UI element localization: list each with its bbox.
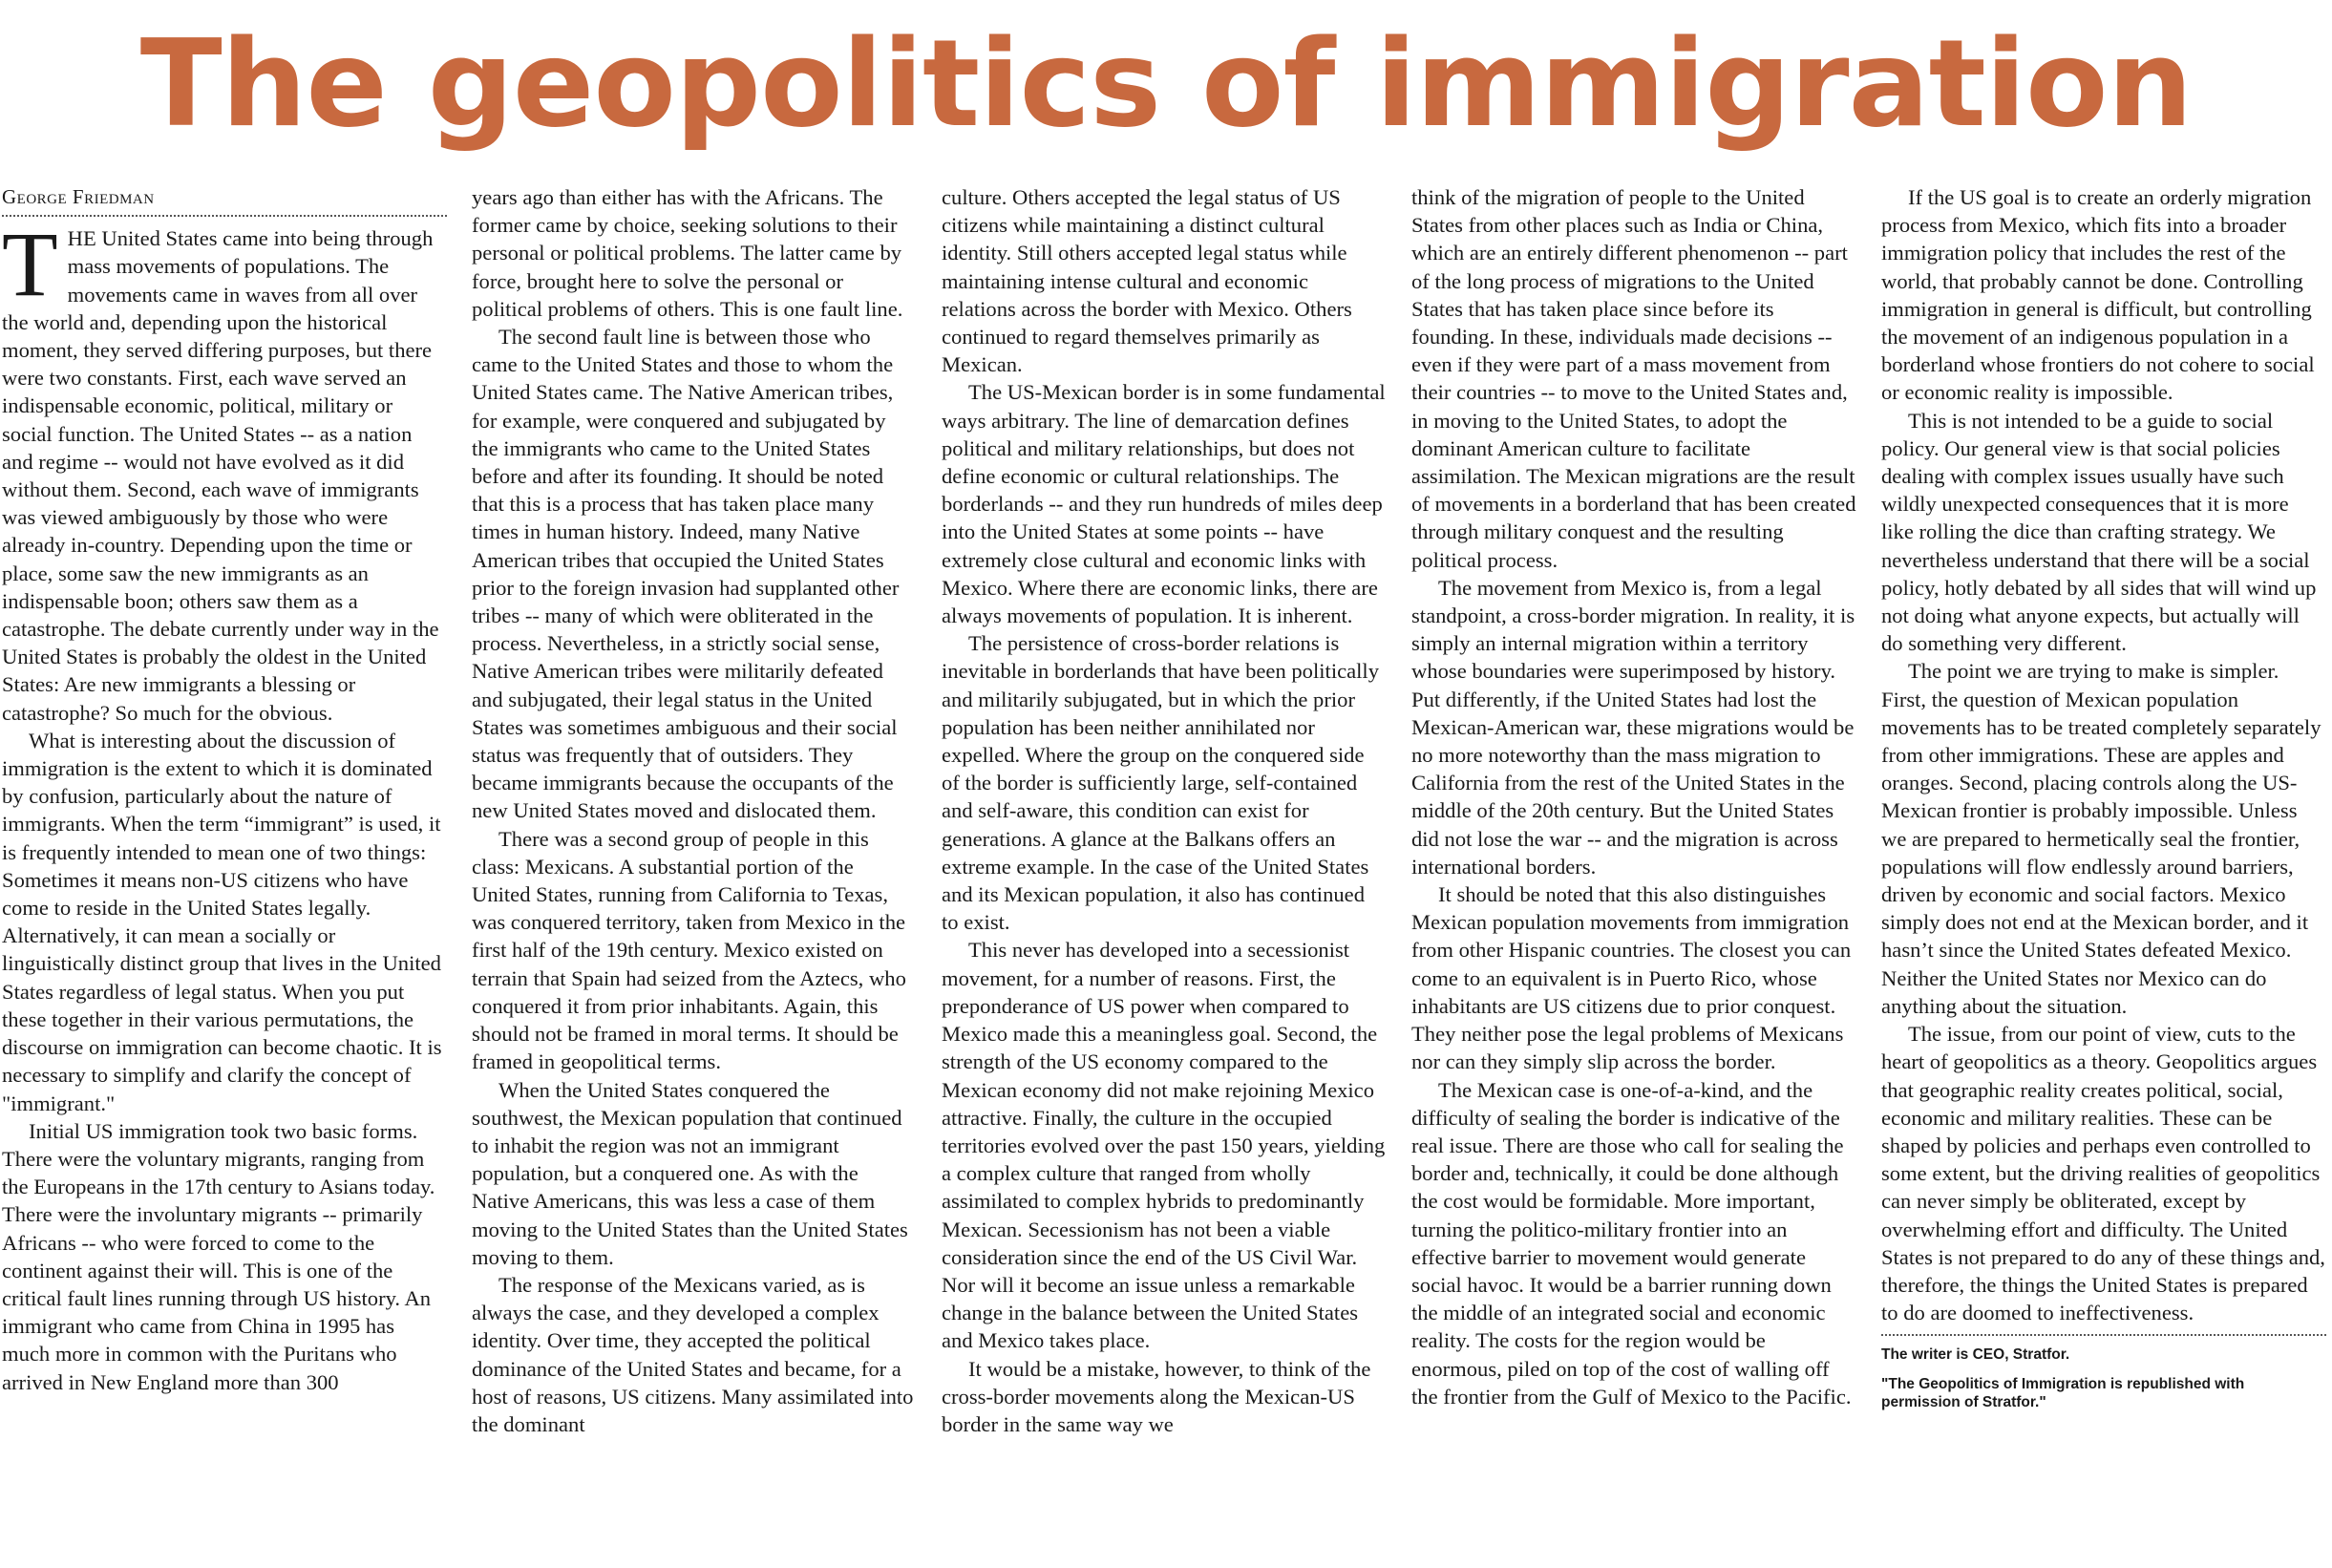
paragraph-text: HE United States came into being through mass movements of populations. The movements came in waves from all over the world and, depending upon the historical moment, they served differing purposes, but there were two constants. First, each wave served an indispensable economic, political, military or social function. The United States -- as a nation and regime -- would not have evolved as it did without them. Second, each wave of immigrants was viewed ambiguously by those who were already in-country. Depending upon the time or place, some saw the new immigrants as an indispensable boon; others saw them as a catastrophe. The debate currently under way in the United States is probably the oldest in the United States: Are new immigrants a blessing or catastrophe? So much for the obvious. (2, 226, 439, 725)
column-3 (942, 183, 1387, 1558)
paragraph: The persistence of cross-border relations is inevitable in borderlands that have been politically and militarily subjugated, but in which the prior population has been neither annihilated nor expelled. Where the group on the conquered side of the border is sufficiently large, self-contained and self-aware, this condition can exist for generations. A glance at the Balkans offers an extreme example. In the case of the United States and its Mexican population, it also has continued to exist. (942, 631, 1379, 935)
paragraph: The movement from Mexico is, from a legal standpoint, a cross-border migration. In reality, it is simply an internal migration within a territory whose boundaries were superimposed by history. Put differently, if the United States had lost the Mexican-American war, these migrations would be no more noteworthy than the mass migration to California from the rest of the United States in the middle of the 20th century. But the United States did not lose the war -- and the migration is across international borders. (1411, 575, 1855, 879)
paragraph: What is interesting about the discussion of immigration is the extent to which it is dominated by confusion, particularly about the nature of immigrants. When the term “immigrant” is used, it is frequently intended to mean one of two things: Sometimes it means non-US citizens who have come to reside in the United States legally. Alternatively, it can mean a socially or linguistically distinct group that lives in the United States regardless of legal status. When you put these together in their various permutations, the discourse on immigration can become chaotic. It is necessary to simplify and clarify the concept of "immigrant." (2, 728, 442, 1115)
paragraph: This is not intended to be a guide to social policy. Our general view is that social policies dealing with complex issues usually have such wildly unexpected consequences that it is more like rolling the dice than crafting strategy. We nevertheless understand that there will be a social policy, hotly debated by all sides that will wind up not doing what anyone expects, but actually will do something very different. (1881, 408, 2317, 656)
headline: The geopolitics of immigration (139, 13, 2193, 154)
column-1 (2, 183, 447, 1558)
paragraph: The issue, from our point of view, cuts to the heart of geopolitics as a theory. Geopolitics argues that geographic reality creates political, social, economic and military realities. These can be shaped by policies and perhaps even controlled to some extent, but the driving realities of geopolitics can never simply be obliterated, except by overwhelming effort and difficulty. The United States is not prepared to do any of these things and, therefore, the things the United States is prepared to do are doomed to ineffectiveness. (1881, 1022, 2325, 1325)
paragraph: This never has developed into a secessionist movement, for a number of reasons. First, the preponderance of US power when compared to Mexico made this a meaningless goal. Second, the strength of the US economy compared to the Mexican economy did not make rejoining Mexico attractive. Finally, the culture in the occupied territories evolved over the past 150 years, yielding a complex culture that ranged from wholly assimilated to complex hybrids to predominantly Mexican. Secessionism has not been a viable consideration since the end of the US Civil War. Nor will it become an issue unless a remarkable change in the balance between the United States and Mexico takes place. (942, 938, 1386, 1353)
writer-note: The writer is CEO, Stratfor. (1881, 1346, 2070, 1364)
paragraph: It would be a mistake, however, to think of the cross-border movements along the Mexican-US border in the same way we (942, 1356, 1371, 1436)
paragraph: The US-Mexican border is in some fundamental ways arbitrary. The line of demarcation defines political and military relationships, but does not define economic or cultural relationships. The borderlands -- and they run hundreds of miles deep into the United States at some points -- have extremely close cultural and economic links with Mexico. Where there are economic links, there are always movements of population. It is inherent. (942, 380, 1386, 628)
column-4 (1411, 183, 1856, 1558)
drop-cap: T (2, 213, 58, 316)
paragraph: The Mexican case is one-of-a-kind, and the difficulty of sealing the border is indicative of the real issue. There are those who call for sealing the border and, technically, it could be done although the cost would be formidable. More important, turning the politico-military frontier into an effective barrier to movement would generate social havoc. It would be a barrier running down the middle of an integrated social and economic reality. The costs for the region would be enormous, piled on top of the cost of walling off the frontier from the Gulf of Mexico to the Pacific. (1411, 1077, 1852, 1409)
paragraph: There was a second group of people in this class: Mexicans. A substantial portion of the United States, running from California to Texas, was conquered territory, taken from Mexico in the first half of the 19th century. Mexico existed on terrain that Spain had seized from the Aztecs, who conquered it from prior inhabitants. Again, this should not be framed in moral terms. It should be framed in geopolitical terms. (472, 826, 906, 1074)
article-footer (1881, 1334, 2326, 1411)
paragraph: Initial US immigration took two basic forms. There were the voluntary migrants, ranging from the Europeans in the 17th century to Asians today. There were the involuntary migrants -- primarily Africans -- who were forced to come to the continent against their will. This is one of the critical fault lines running through US history. An immigrant who came from China in 1995 has much more in common with the Puritans who arrived in New England more than 300 (2, 1118, 435, 1394)
column-2 (472, 183, 917, 1558)
paragraph: The point we are trying to make is simpler. First, the question of Mexican population movements has to be treated completely separately from other immigrations. These are apples and oranges. Second, placing controls along the US-Mexican frontier is probably impossible. Unless we are prepared to hermetically seal the frontier, populations will flow endlessly around barriers, driven by economic and social factors. Mexico simply does not end at the Mexican border, and it hasn’t since the United States defeated Mexico. Neither the United States nor Mexico can do anything about the situation. (1881, 659, 2321, 1018)
paragraph: think of the migration of people to the United States from other places such as India or China, which are an entirely different phenomenon -- part of the long process of migrations to the United States that has taken place since before its founding. In these, individuals made decisions -- even if they were part of a mass movement from their countries -- to move to the United States and, in moving to the United States, to adopt the dominant American culture to facilitate assimilation. The Mexican migrations are the result of movements in a borderland that has been created through military conquest and the resulting political process. (1411, 185, 1856, 572)
paragraph: The response of the Mexicans varied, as is always the case, and they developed a complex identity. Over time, they accepted the political dominance of the United States and became, for a host of reasons, US citizens. Many assimilated into the dominant (472, 1272, 914, 1436)
paragraph: years ago than either has with the Africans. The former came by choice, seeking solutions to their personal or political problems. The latter came by force, brought here to solve the personal or political problems of others. This is one fault line. (472, 185, 903, 321)
column-5 (1881, 183, 2326, 1558)
paragraph (2, 213, 447, 727)
republish-credit: "The Geopolitics of Immigration is republished with permission of Stratfor." (1881, 1376, 2245, 1411)
paragraph: If the US goal is to create an orderly migration process from Mexico, which fits into a broader immigration policy that includes the rest of the world, that probably cannot be done. Controlling immigration in general is difficult, but controlling the movement of an indigenous population in a borderland whose frontiers do not cohere to social or economic reality is impossible. (1881, 185, 2315, 405)
paragraph: culture. Others accepted the legal status of US citizens while maintaining a distinct cultural identity. Still others accepted legal status while maintaining intense cultural and economic relations across the border with Mexico. Others continued to regard themselves primarily as Mexican. (942, 185, 1352, 377)
paragraph: The second fault line is between those who came to the United States and those to whom the United States came. The Native American tribes, for example, were conquered and subjugated by the immigrants who came to the United States before and after its founding. It should be noted that this is a process that has taken place many times in human history. Indeed, many Native American tribes that occupied the United States prior to the foreign invasion had supplanted other tribes -- many of which were obliterated in the process. Nevertheless, in a strictly social sense, Native American tribes were militarily defeated and subjugated, their legal status in the United States was sometimes ambiguous and their social status was frequently that of outsiders. They became immigrants because the occupants of the new United States moved and dislocated them. (472, 325, 900, 823)
paragraph: When the United States conquered the southwest, the Mexican population that continued to inhabit the region was not an immigrant population, but a conquered one. As with the Native Americans, this was less a case of them moving to the United States than the United States moving to them. (472, 1077, 908, 1269)
paragraph: It should be noted that this also distinguishes Mexican population movements from immigration from other Hispanic countries. The closest you can come to an equivalent is in Puerto Rico, whose inhabitants are US citizens due to prior conquest. They neither pose the legal problems of Mexicans nor can they simply slip across the border. (1411, 882, 1852, 1074)
byline: George Friedman (2, 183, 447, 217)
